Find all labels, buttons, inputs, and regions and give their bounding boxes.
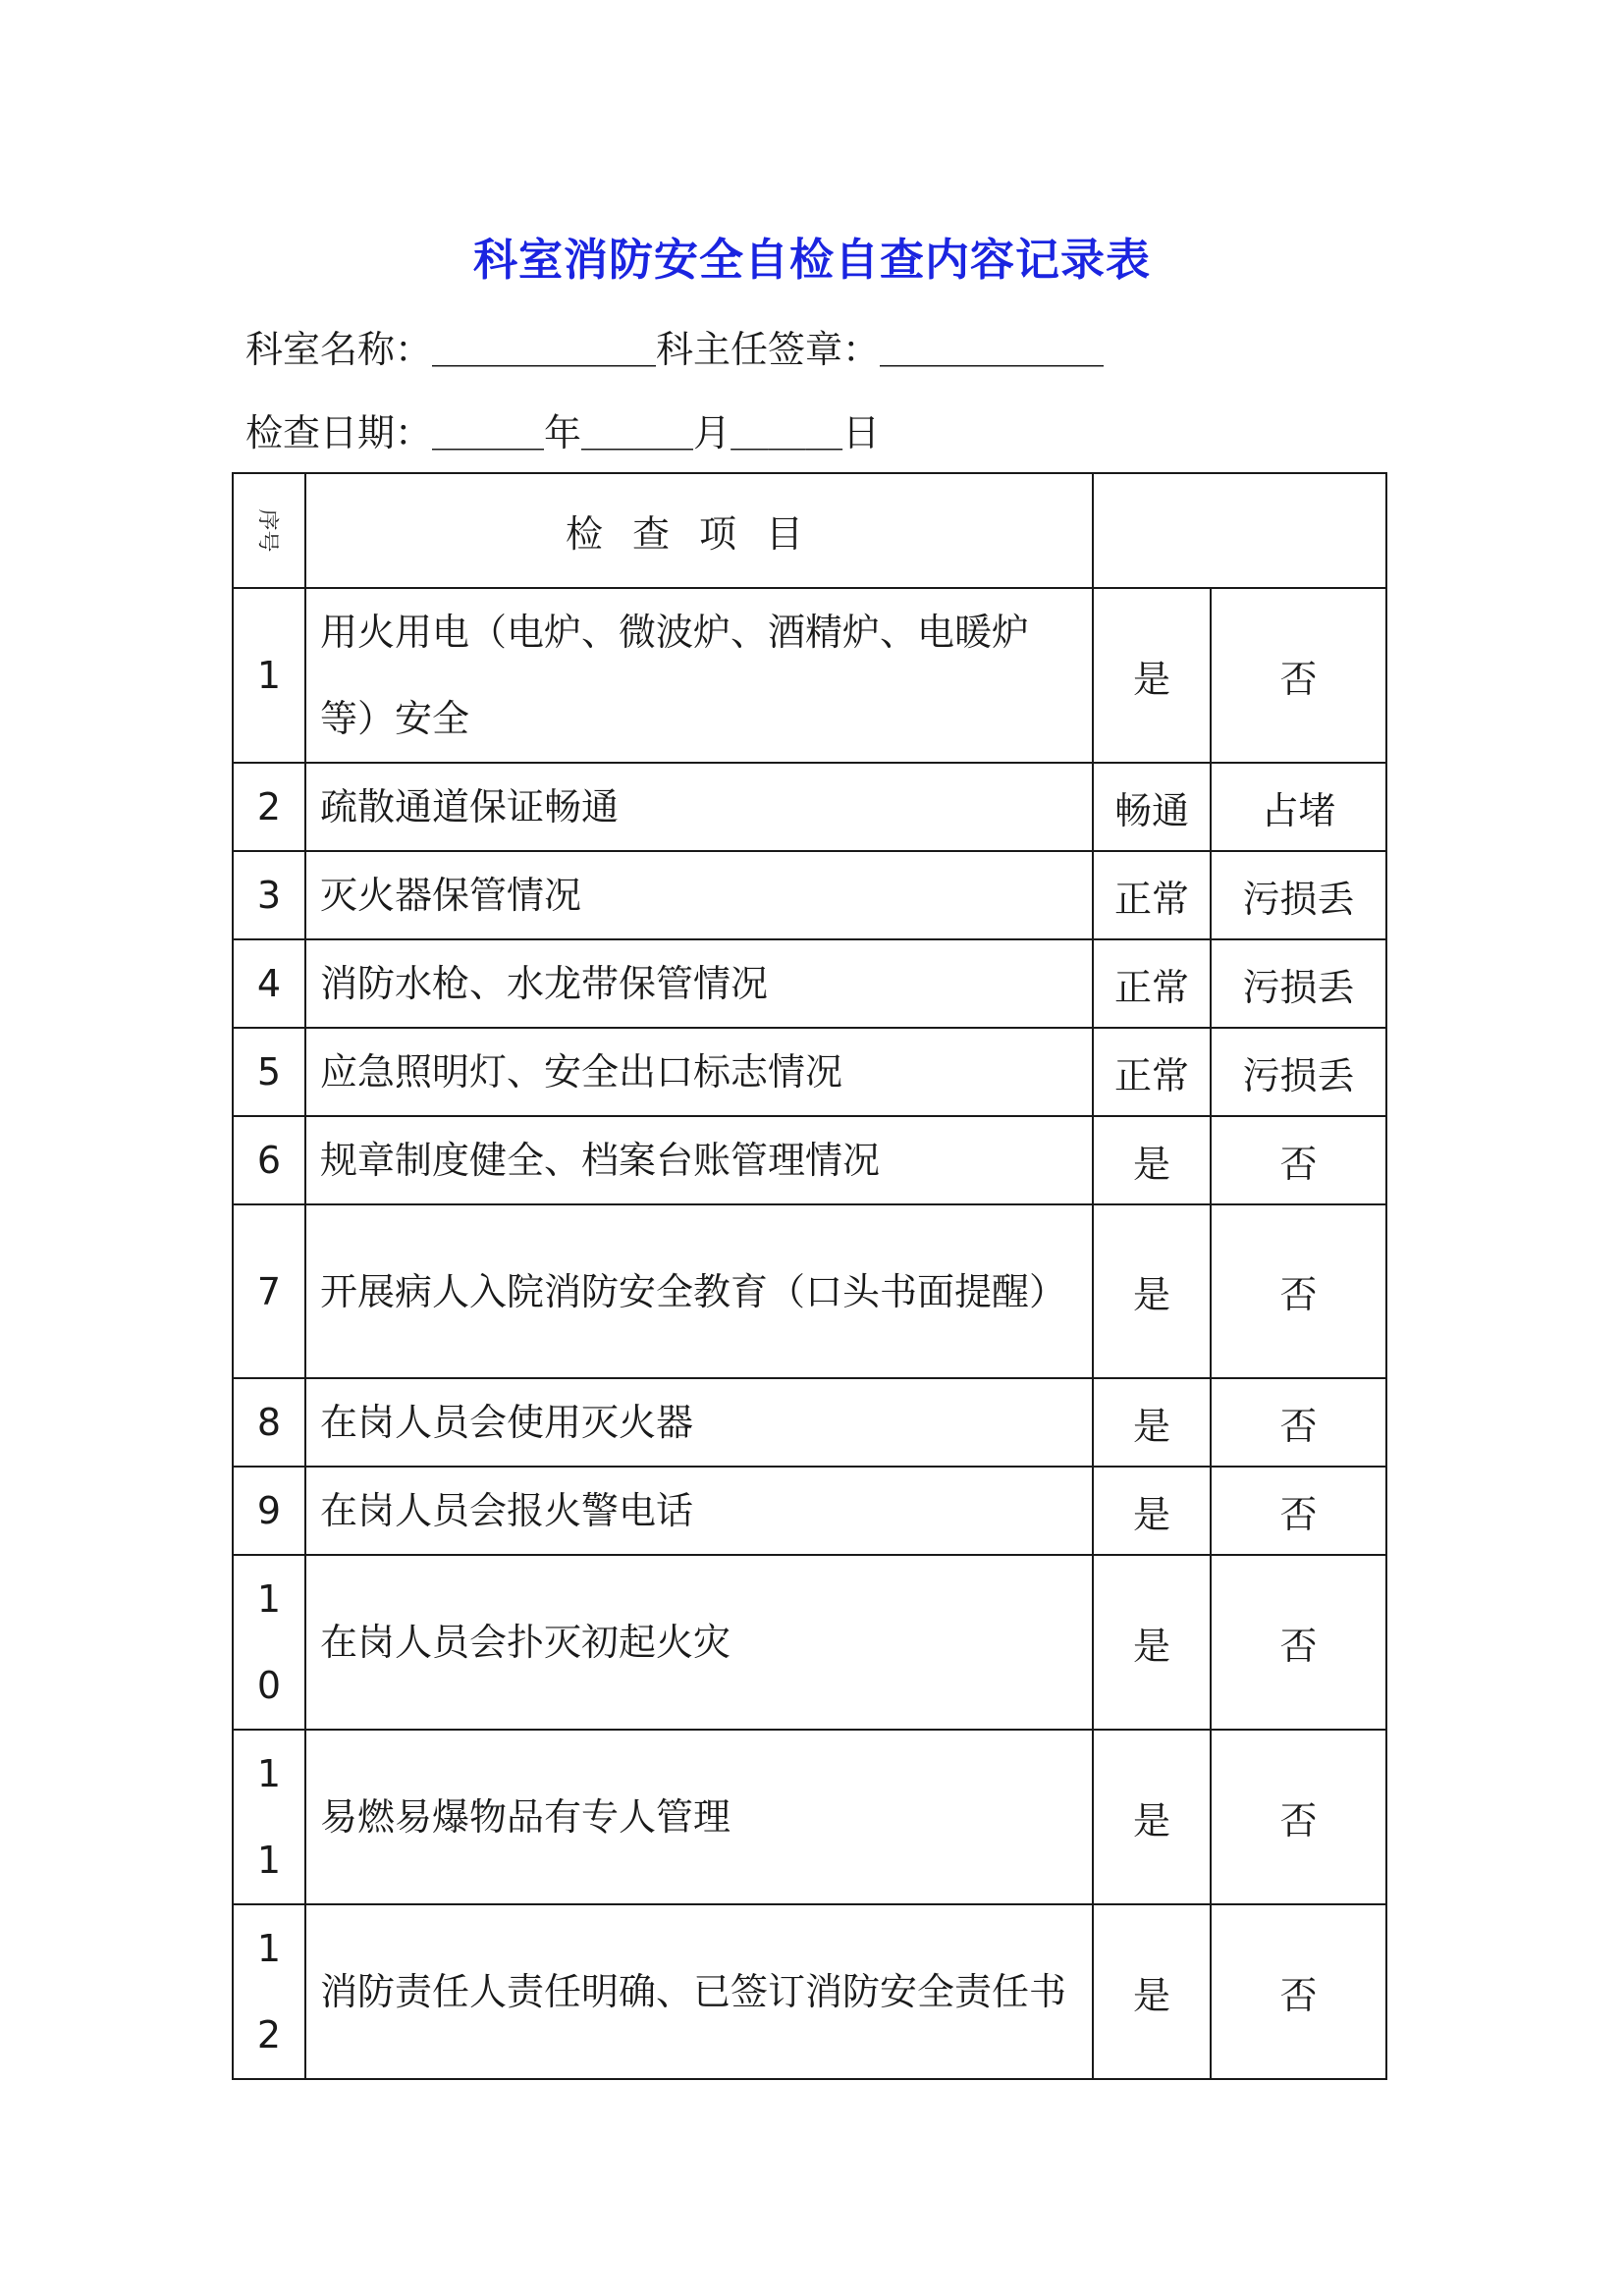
row-number: 1 1 bbox=[233, 1730, 305, 1904]
row-number: 1 2 bbox=[233, 1904, 305, 2079]
option-yes[interactable]: 是 bbox=[1093, 1904, 1211, 2079]
table-row bbox=[233, 1116, 1386, 1204]
row-item: 疏散通道保证畅通 bbox=[305, 763, 1093, 851]
row-number: 5 bbox=[233, 1028, 305, 1116]
year-blank[interactable]: ＿＿＿ bbox=[432, 411, 545, 454]
row-item: 灭火器保管情况 bbox=[305, 851, 1093, 939]
row-number: 2 bbox=[233, 763, 305, 851]
option-no[interactable]: 污损丢 bbox=[1211, 1028, 1386, 1116]
option-yes[interactable]: 是 bbox=[1093, 1467, 1211, 1555]
year-unit: 年 bbox=[544, 411, 582, 454]
option-no[interactable]: 污损丢 bbox=[1211, 851, 1386, 939]
dept-sign-line[interactable]: 科室名称：＿＿＿＿＿＿科主任签章：＿＿＿＿＿＿ bbox=[245, 328, 1105, 371]
table-row bbox=[233, 1204, 1386, 1378]
row-item: 在岗人员会扑灭初起火灾 bbox=[305, 1555, 1093, 1730]
month-blank[interactable]: ＿＿＿ bbox=[581, 411, 694, 454]
option-no[interactable]: 否 bbox=[1211, 1730, 1386, 1904]
option-no[interactable]: 否 bbox=[1211, 1555, 1386, 1730]
row-item: 用火用电（电炉、微波炉、酒精炉、电暖炉等）安全 bbox=[305, 588, 1093, 763]
row-number: 1 0 bbox=[233, 1555, 305, 1730]
option-yes[interactable]: 是 bbox=[1093, 1555, 1211, 1730]
day-unit: 日 bbox=[842, 411, 881, 454]
row-item: 在岗人员会使用灭火器 bbox=[305, 1378, 1093, 1467]
row-number: 7 bbox=[233, 1204, 305, 1378]
option-yes[interactable]: 畅通 bbox=[1093, 763, 1211, 851]
row-number: 4 bbox=[233, 939, 305, 1028]
option-no[interactable]: 否 bbox=[1211, 1904, 1386, 2079]
row-number: 3 bbox=[233, 851, 305, 939]
table-row bbox=[233, 1378, 1386, 1467]
row-item: 应急照明灯、安全出口标志情况 bbox=[305, 1028, 1093, 1116]
date-line[interactable] bbox=[245, 402, 880, 456]
header-result bbox=[1093, 473, 1386, 588]
option-no[interactable]: 占堵 bbox=[1211, 763, 1386, 851]
header-num: 序号 bbox=[254, 508, 280, 553]
option-no[interactable]: 污损丢 bbox=[1211, 939, 1386, 1028]
table-row bbox=[233, 1028, 1386, 1116]
option-yes[interactable]: 正常 bbox=[1093, 1028, 1211, 1116]
option-no[interactable]: 否 bbox=[1211, 1467, 1386, 1555]
row-number: 9 bbox=[233, 1467, 305, 1555]
table-row bbox=[233, 1730, 1386, 1904]
row-item: 消防水枪、水龙带保管情况 bbox=[305, 939, 1093, 1028]
row-number: 6 bbox=[233, 1116, 305, 1204]
table-row bbox=[233, 763, 1386, 851]
table-header-row bbox=[233, 473, 1386, 588]
option-no[interactable]: 否 bbox=[1211, 1116, 1386, 1204]
month-unit: 月 bbox=[693, 411, 731, 454]
header-num-cell bbox=[233, 473, 305, 588]
table-row bbox=[233, 1904, 1386, 2079]
table-row bbox=[233, 588, 1386, 763]
row-item: 开展病人入院消防安全教育（口头书面提醒） bbox=[305, 1204, 1093, 1378]
inspection-table bbox=[232, 472, 1387, 2080]
row-item: 在岗人员会报火警电话 bbox=[305, 1467, 1093, 1555]
header-item: 检查项目 bbox=[305, 473, 1093, 588]
row-item: 规章制度健全、档案台账管理情况 bbox=[305, 1116, 1093, 1204]
option-yes[interactable]: 是 bbox=[1093, 1730, 1211, 1904]
row-item: 易燃易爆物品有专人管理 bbox=[305, 1730, 1093, 1904]
option-yes[interactable]: 是 bbox=[1093, 1204, 1211, 1378]
row-number: 1 bbox=[233, 588, 305, 763]
table-row bbox=[233, 1467, 1386, 1555]
table-row bbox=[233, 939, 1386, 1028]
option-yes[interactable]: 正常 bbox=[1093, 851, 1211, 939]
option-yes[interactable]: 正常 bbox=[1093, 939, 1211, 1028]
table-row bbox=[233, 851, 1386, 939]
option-yes[interactable]: 是 bbox=[1093, 1116, 1211, 1204]
page-title: 科室消防安全自检自查内容记录表 bbox=[472, 234, 1151, 286]
option-no[interactable]: 否 bbox=[1211, 1204, 1386, 1378]
day-blank[interactable]: ＿＿＿ bbox=[731, 411, 843, 454]
option-yes[interactable]: 是 bbox=[1093, 1378, 1211, 1467]
table-row bbox=[233, 1555, 1386, 1730]
date-label: 检查日期： bbox=[245, 411, 433, 454]
option-yes[interactable]: 是 bbox=[1093, 588, 1211, 763]
row-number: 8 bbox=[233, 1378, 305, 1467]
option-no[interactable]: 否 bbox=[1211, 588, 1386, 763]
option-no[interactable]: 否 bbox=[1211, 1378, 1386, 1467]
row-item: 消防责任人责任明确、已签订消防安全责任书 bbox=[305, 1904, 1093, 2079]
